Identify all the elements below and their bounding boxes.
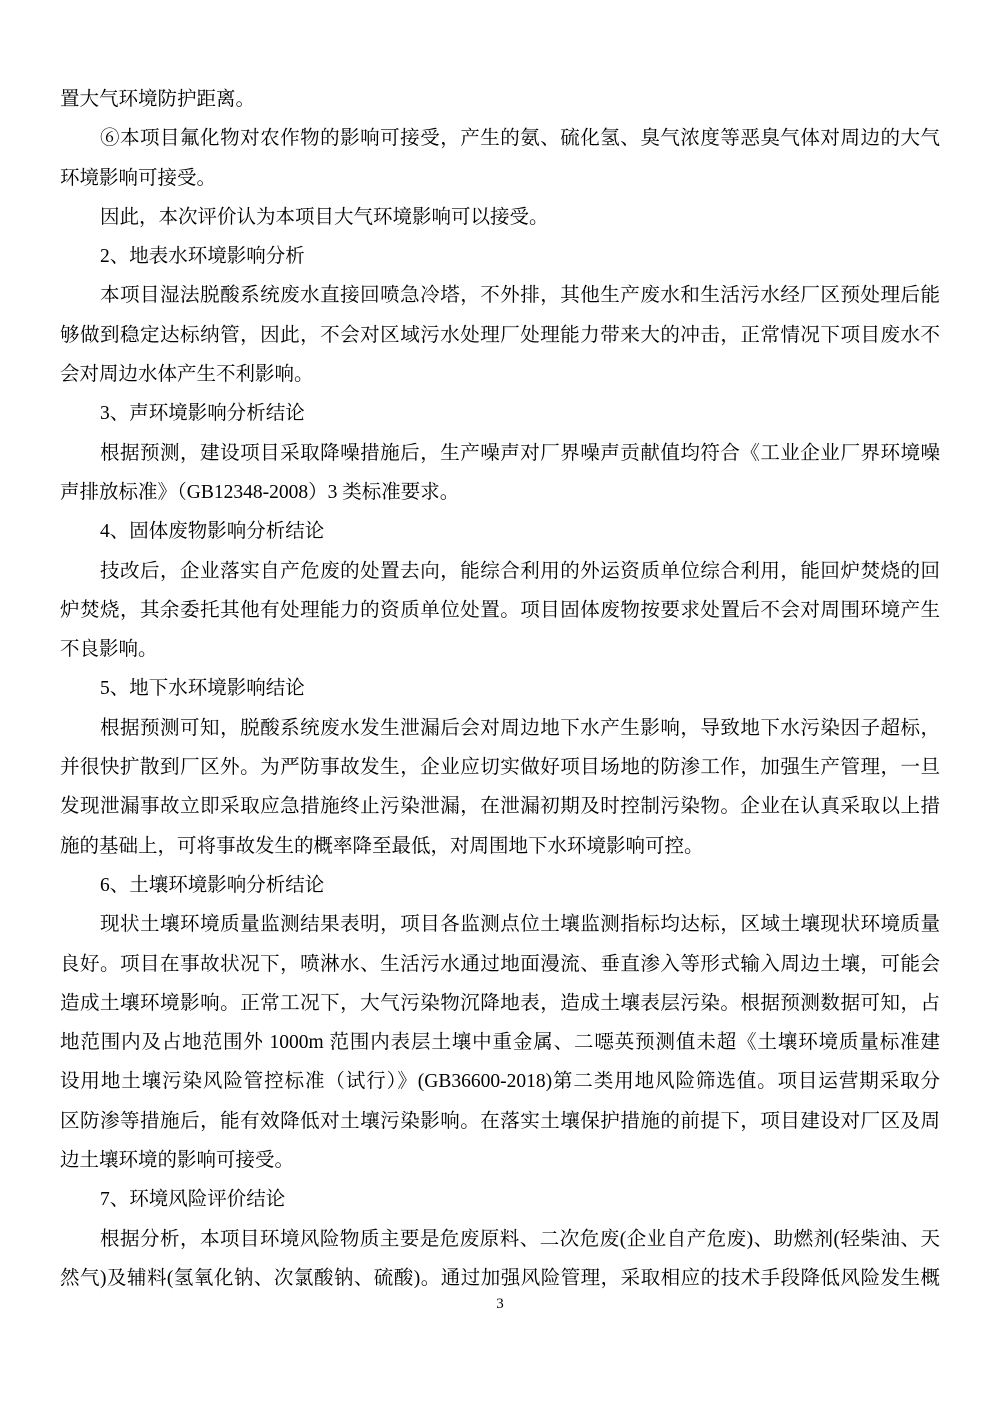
text-line: 并很快扩散到厂区外。为严防事故发生，企业应切实做好项目场地的防渗工作，加强生产管理，一旦	[60, 757, 940, 779]
text-line: 不良影响。	[60, 639, 158, 661]
section-heading: 7、环境风险评价结论	[100, 1189, 286, 1211]
text-line: 因此，本次评价认为本项目大气环境影响可以接受。	[100, 206, 549, 228]
text-line: 技改后，企业落实自产危废的处置去向，能综合利用的外运资质单位综合利用，能回炉焚烧的回	[100, 560, 940, 582]
text-line: 够做到稳定达标纳管，因此，不会对区域污水处理厂处理能力带来大的冲击，正常情况下项目废水不	[60, 324, 940, 346]
section-heading: 6、土壤环境影响分析结论	[100, 874, 325, 896]
text-line: 根据预测可知，脱酸系统废水发生泄漏后会对周边地下水产生影响，导致地下水污染因子超标，	[100, 717, 940, 739]
text-line: 现状土壤环境质量监测结果表明，项目各监测点位土壤监测指标均达标，区域土壤现状环境质量	[100, 914, 940, 936]
text-line: ⑥本项目氟化物对农作物的影响可接受，产生的氨、硫化氢、臭气浓度等恶臭气体对周边的大气	[100, 128, 940, 150]
text-line: 发现泄漏事故立即采取应急措施终止污染泄漏，在泄漏初期及时控制污染物。企业在认真采取以上措	[60, 796, 940, 818]
text-line: 根据预测，建设项目采取降噪措施后，生产噪声对厂界噪声贡献值均符合《工业企业厂界环境噪	[100, 442, 940, 464]
text-line: 施的基础上，可将事故发生的概率降至最低，对周围地下水环境影响可控。	[60, 835, 704, 857]
text-line: 环境影响可接受。	[60, 167, 217, 189]
text-line: 炉焚烧，其余委托其他有处理能力的资质单位处置。项目固体废物按要求处置后不会对周围环境产生	[60, 599, 940, 621]
text-line: 置大气环境防护距离。	[60, 89, 256, 110]
text-line: 边土壤环境的影响可接受。	[60, 1150, 295, 1172]
text-line: 根据分析，本项目环境风险物质主要是危废原料、二次危废(企业自产危废)、助燃剂(轻柴油、天	[100, 1228, 940, 1250]
text-line: 本项目湿法脱酸系统废水直接回喷急冷塔，不外排，其他生产废水和生活污水经厂区预处理后能	[100, 285, 940, 307]
text-line: 区防渗等措施后，能有效降低对土壤污染影响。在落实土壤保护措施的前提下，项目建设对厂区及周	[60, 1110, 940, 1132]
section-heading: 4、固体废物影响分析结论	[100, 521, 325, 543]
text-line: 造成土壤环境影响。正常工况下，大气污染物沉降地表，造成土壤表层污染。根据预测数据可知，占	[60, 992, 940, 1014]
text-line: 会对周边水体产生不利影响。	[60, 364, 314, 386]
text-line: 良好。项目在事故状况下，喷淋水、生活污水通过地面漫流、垂直渗入等形式输入周边土壤，可能会	[60, 953, 940, 975]
text-line: 然气)及辅料(氢氧化钠、次氯酸钠、硫酸)。通过加强风险管理，采取相应的技术手段降低风险发生概	[60, 1267, 940, 1289]
document-body	[60, 80, 940, 1298]
text-line: 设用地土壤污染风险管控标准（试行）》(GB36600-2018)第二类用地风险筛选值。项目运营期采取分	[60, 1071, 940, 1093]
text-line: 地范围内及占地范围外 1000m 范围内表层土壤中重金属、二噁英预测值未超《土壤环境质量标准建	[60, 1032, 940, 1054]
section-heading: 5、地下水环境影响结论	[100, 678, 305, 700]
section-heading: 3、声环境影响分析结论	[100, 403, 305, 425]
page-number: 3	[496, 1296, 504, 1312]
section-heading: 2、地表水环境影响分析	[100, 246, 305, 268]
text-line: 声排放标准》（GB12348-2008）3 类标准要求。	[60, 481, 460, 503]
